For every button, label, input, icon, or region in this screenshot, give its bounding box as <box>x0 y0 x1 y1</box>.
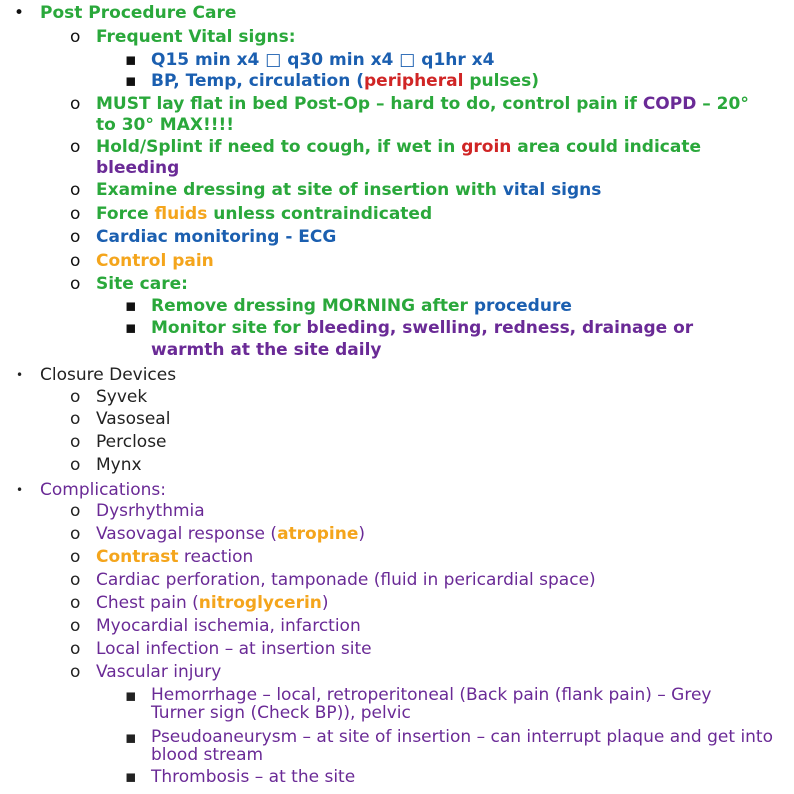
complication-item: Cardiac perforation, tamponade (fluid in pericardial space) <box>96 570 596 590</box>
vitals-checks: BP, Temp, circulation (peripheral pulses) <box>151 71 539 91</box>
circle-marker: o <box>70 94 81 114</box>
circle-marker: o <box>70 662 81 682</box>
force-fluids: Force fluids unless contraindicated <box>96 204 433 224</box>
lay-flat-line2: to 30° MAX!!!! <box>96 115 234 135</box>
circle-marker: o <box>70 501 81 521</box>
circle-marker: o <box>70 274 81 294</box>
examine-dressing: Examine dressing at site of insertion with vital signs <box>96 180 602 200</box>
closure-item: Vasoseal <box>96 409 171 429</box>
circle-marker: o <box>70 387 81 407</box>
closure-item: Syvek <box>96 387 148 407</box>
pseudoaneurysm-item: Pseudoaneurysm – at site of insertion – can interrupt plaque and get into blood stream <box>151 727 774 765</box>
complication-item: Myocardial ischemia, infarction <box>96 616 361 636</box>
remove-dressing: Remove dressing MORNING after procedure <box>151 296 572 316</box>
square-marker: ▪ <box>125 296 137 316</box>
closure-item: Mynx <box>96 455 142 475</box>
bullet-marker: • <box>16 368 24 382</box>
circle-marker: o <box>70 409 81 429</box>
square-marker: ▪ <box>125 686 137 706</box>
circle-marker: o <box>70 547 81 567</box>
vitals-schedule: Q15 min x4 □ q30 min x4 □ q1hr x4 <box>151 50 495 70</box>
circle-marker: o <box>70 204 81 224</box>
circle-marker: o <box>70 524 81 544</box>
circle-marker: o <box>70 570 81 590</box>
circle-marker: o <box>70 455 81 475</box>
circle-marker: o <box>70 137 81 157</box>
square-marker: ▪ <box>125 767 137 787</box>
complication-item: Dysrhythmia <box>96 501 205 521</box>
monitor-site-line2: warmth at the site daily <box>151 340 382 360</box>
complication-item: Vasovagal response (atropine) <box>96 524 365 544</box>
control-pain: Control pain <box>96 251 214 271</box>
complication-item: Local infection – at insertion site <box>96 639 372 659</box>
square-marker: ▪ <box>125 728 137 748</box>
thrombosis-item: Thrombosis – at the site <box>151 767 356 787</box>
heading-closure-devices: Closure Devices <box>40 365 177 385</box>
square-marker: ▪ <box>125 50 137 70</box>
circle-marker: o <box>70 180 81 200</box>
site-care-label: Site care: <box>96 274 188 294</box>
bullet-marker: • <box>14 3 25 23</box>
circle-marker: o <box>70 432 81 452</box>
circle-marker: o <box>70 227 81 247</box>
heading-post-procedure: Post Procedure Care <box>40 3 237 23</box>
cardiac-monitoring: Cardiac monitoring - ECG <box>96 227 337 247</box>
complication-item: Contrast reaction <box>96 547 254 567</box>
monitor-site-line1: Monitor site for bleeding, swelling, redness, drainage or <box>151 318 694 338</box>
frequent-vitals-label: Frequent Vital signs: <box>96 27 296 47</box>
closure-item: Perclose <box>96 432 167 452</box>
hold-splint-line2: bleeding <box>96 158 180 178</box>
heading-complications: Complications: <box>40 480 166 500</box>
square-marker: ▪ <box>125 318 137 338</box>
circle-marker: o <box>70 593 81 613</box>
circle-marker: o <box>70 639 81 659</box>
circle-marker: o <box>70 616 81 636</box>
hold-splint-line1: Hold/Splint if need to cough, if wet in groin area could indicate <box>96 137 701 157</box>
lay-flat-line1: MUST lay flat in bed Post-Op – hard to do, control pain if COPD – 20° <box>96 94 749 114</box>
circle-marker: o <box>70 251 81 271</box>
vascular-injury-label: Vascular injury <box>96 662 222 682</box>
hemorrhage-item: Hemorrhage – local, retroperitoneal (Back pain (flank pain) – Grey Turner sign (Check BP)), pelvic <box>151 685 712 723</box>
circle-marker: o <box>70 27 81 47</box>
bullet-marker: • <box>16 483 24 497</box>
square-marker: ▪ <box>125 71 137 91</box>
complication-item: Chest pain (nitroglycerin) <box>96 593 329 613</box>
